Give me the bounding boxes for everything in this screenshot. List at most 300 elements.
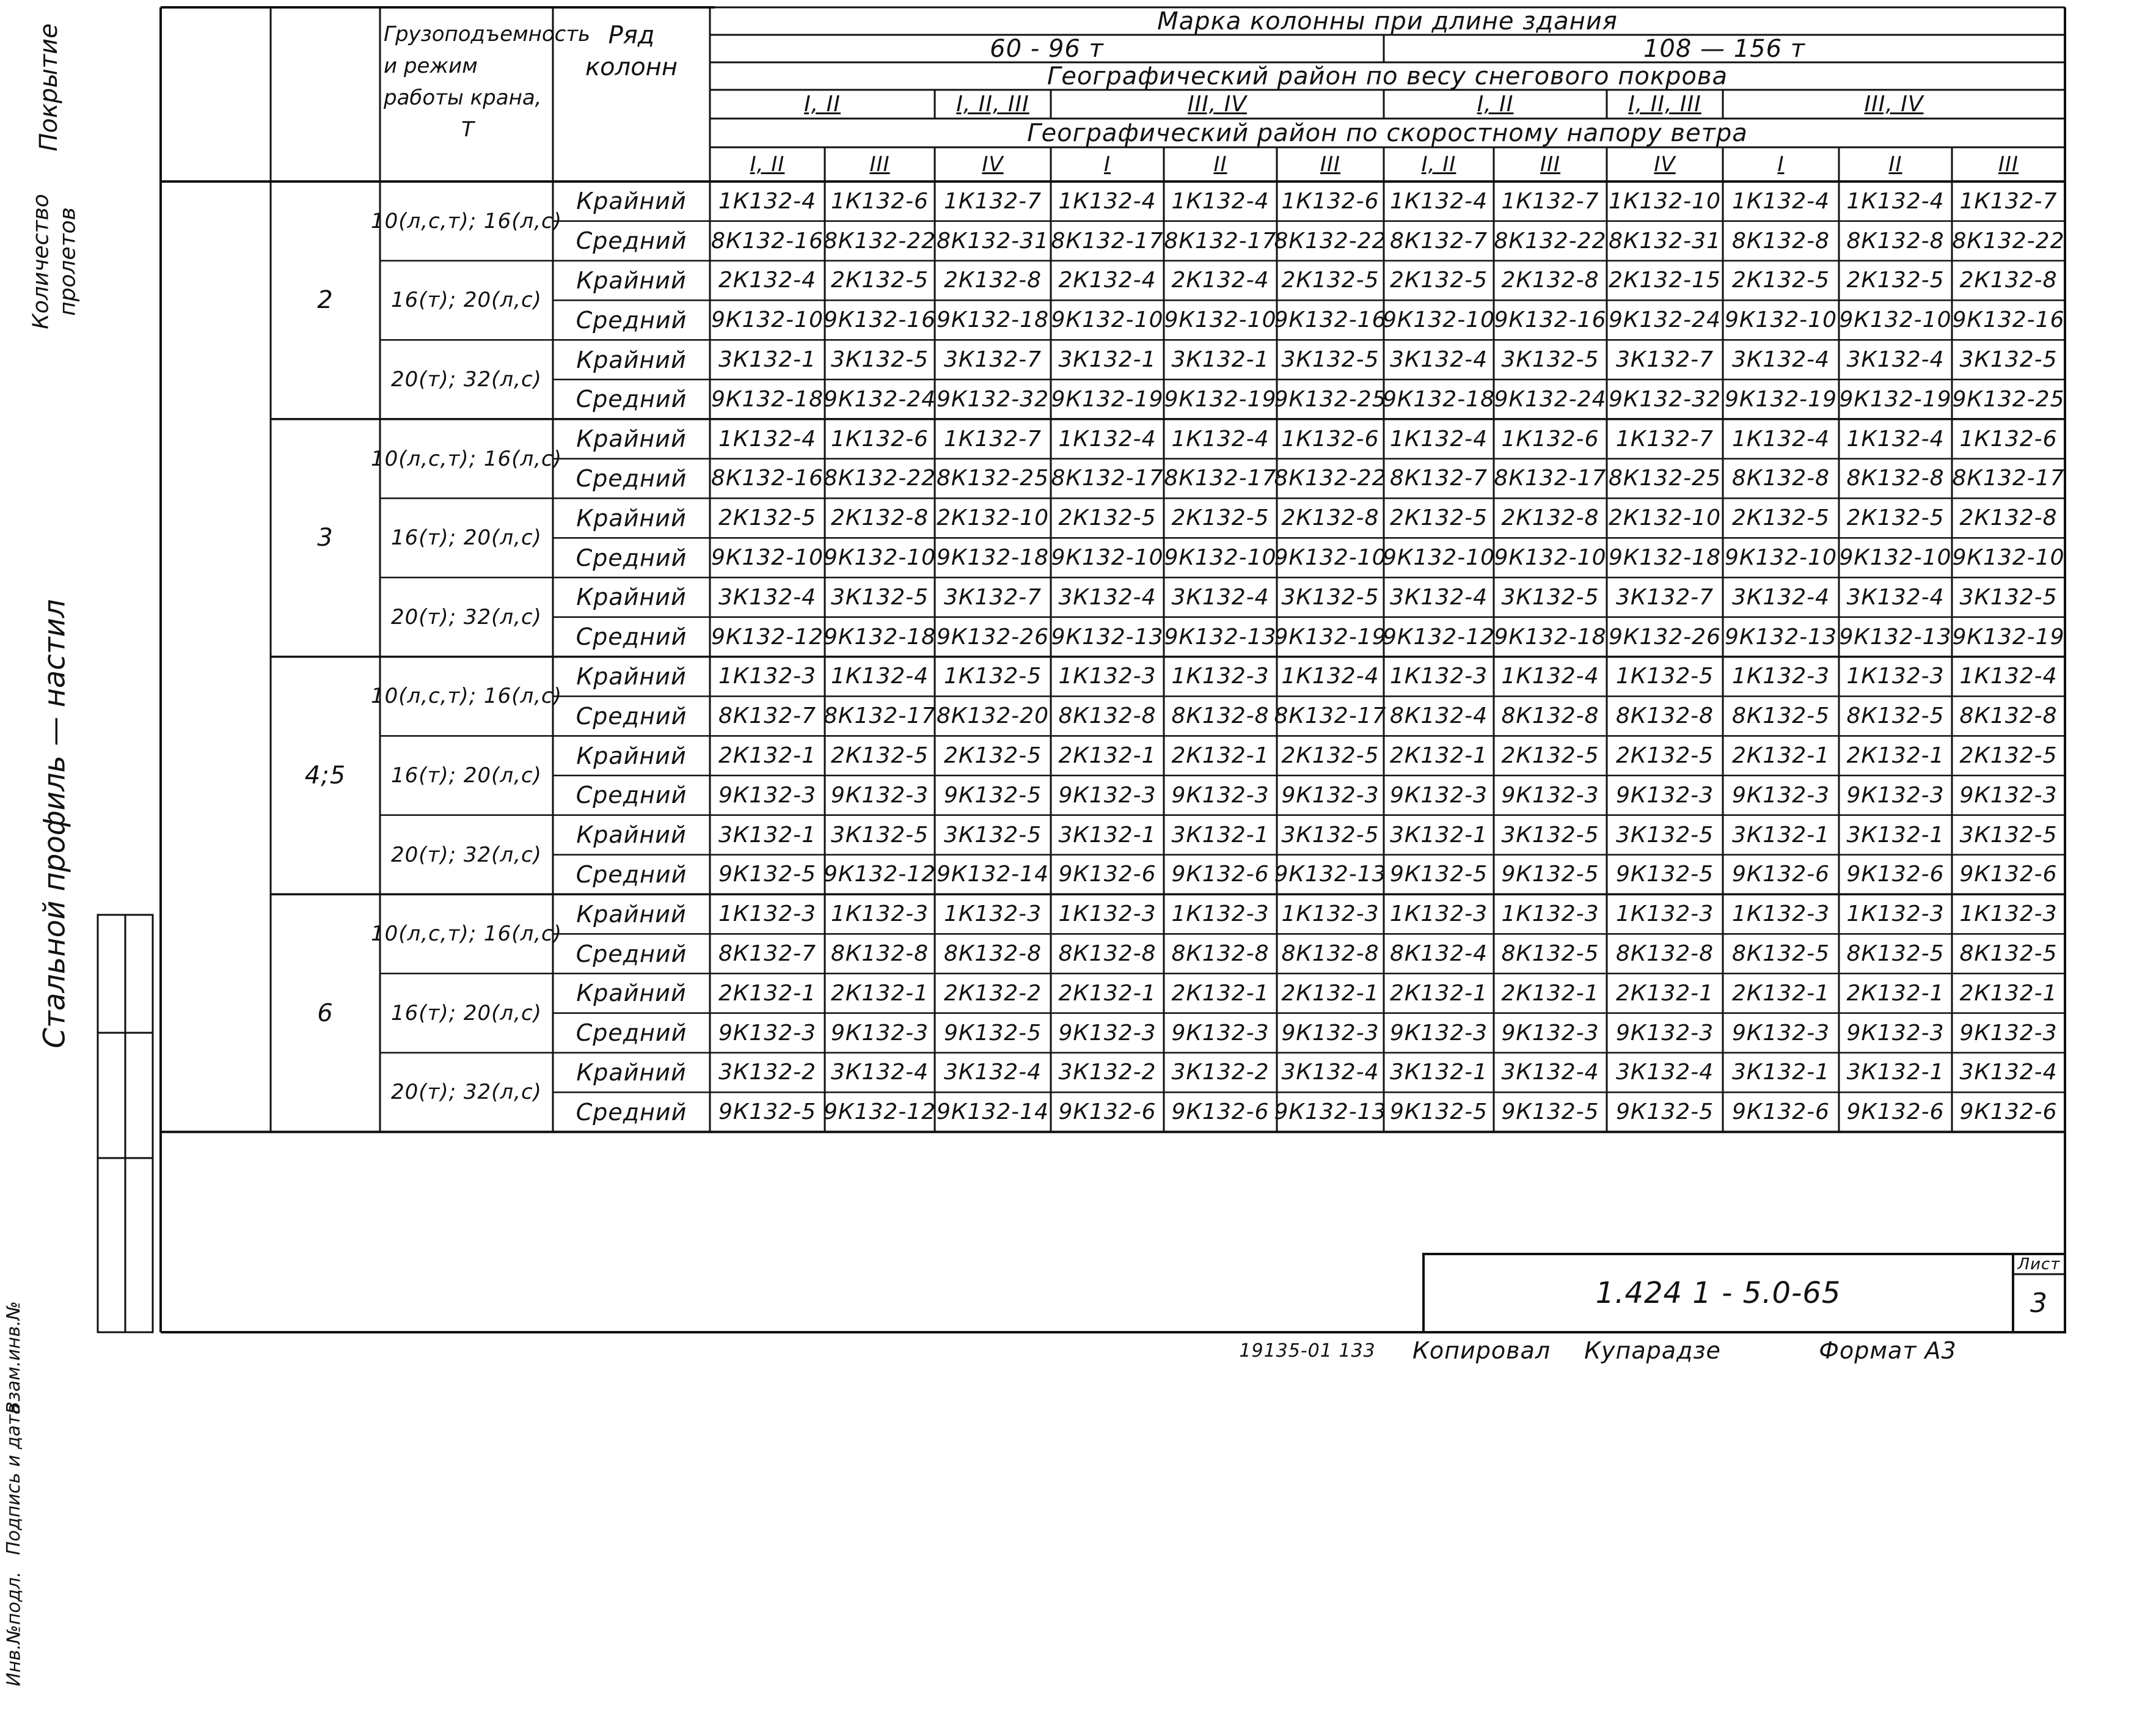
column-mark: 3К132-5 xyxy=(1615,822,1714,848)
column-mark: 9К132-3 xyxy=(1846,1020,1945,1046)
column-mark: 2К132-10 xyxy=(1609,505,1721,531)
column-mark: 1К132-3 xyxy=(1389,664,1488,689)
vzam-label xyxy=(0,1299,27,1417)
wind-region-4: I xyxy=(1103,152,1111,177)
column-mark: 2К132-5 xyxy=(718,505,817,531)
column-mark: 8К132-25 xyxy=(937,466,1049,491)
column-mark: 3К132-5 xyxy=(1959,584,2058,610)
wind-region-3: IV xyxy=(982,152,1004,177)
column-mark: 2К132-5 xyxy=(1731,268,1830,293)
column-mark: 2К132-5 xyxy=(943,743,1042,769)
column-mark: 2К132-1 xyxy=(1959,980,2058,1006)
column-mark: 2К132-8 xyxy=(1281,505,1379,531)
column-mark: 2К132-5 xyxy=(1959,743,2058,769)
column-mark: 9К132-18 xyxy=(1383,386,1495,412)
column-mark: 9К132-16 xyxy=(1274,307,1387,333)
column-mark: 3К132-5 xyxy=(1501,584,1599,610)
column-mark: 9К132-5 xyxy=(943,1020,1042,1046)
column-mark: 1К132-3 xyxy=(1389,901,1488,927)
row-type: Крайний xyxy=(576,266,687,294)
column-mark: 8К132-8 xyxy=(1731,466,1830,491)
column-mark: 3К132-2 xyxy=(1058,1060,1157,1085)
column-mark: 8К132-22 xyxy=(1952,228,2065,254)
column-mark: 8К132-22 xyxy=(1274,228,1387,254)
column-mark: 8К132-8 xyxy=(1171,703,1270,729)
column-mark: 9К132-3 xyxy=(1501,1020,1599,1046)
spans-count: 6 xyxy=(317,999,334,1027)
column-mark: 9К132-10 xyxy=(1051,545,1164,571)
column-mark: 3К132-4 xyxy=(1501,1060,1599,1085)
row-type: Крайний xyxy=(576,742,687,769)
column-mark: 9К132-3 xyxy=(830,1020,929,1046)
column-mark: 9К132-25 xyxy=(1274,386,1387,412)
column-mark: 9К132-12 xyxy=(711,624,824,650)
column-mark: 9К132-3 xyxy=(1389,1020,1488,1046)
copied-label: Копировал xyxy=(1412,1337,1551,1364)
wind-region-8: III xyxy=(1540,152,1561,177)
crane-capacity: 16(т); 20(л,с) xyxy=(391,763,542,788)
row-type: Средний xyxy=(576,386,687,413)
column-mark: 1К132-6 xyxy=(1501,426,1599,452)
column-mark: 8К132-16 xyxy=(711,466,824,491)
inventory-label-text: Инв.№подл. xyxy=(3,1571,24,1687)
column-mark: 3К132-7 xyxy=(1615,584,1714,610)
column-mark: 3К132-5 xyxy=(1281,347,1379,373)
column-mark: 8К132-31 xyxy=(1609,228,1721,254)
length-108-156: 108 — 156 т xyxy=(1643,34,1806,63)
column-mark: 9К132-3 xyxy=(1615,1020,1714,1046)
column-mark: 9К132-3 xyxy=(1959,782,2058,808)
column-mark: 1К132-7 xyxy=(1501,188,1599,214)
column-mark: 9К132-3 xyxy=(1731,1020,1830,1046)
column-mark: 9К132-26 xyxy=(937,624,1049,650)
column-mark: 9К132-10 xyxy=(1725,545,1837,571)
column-mark: 8К132-17 xyxy=(824,703,936,729)
column-mark: 1К132-6 xyxy=(1281,188,1379,214)
column-mark: 1К132-4 xyxy=(1281,664,1379,689)
column-mark: 2К132-1 xyxy=(830,980,929,1006)
row-type: Крайний xyxy=(576,662,687,690)
column-mark: 8К132-16 xyxy=(711,228,824,254)
column-mark: 9К132-12 xyxy=(1383,624,1495,650)
column-mark: 9К132-3 xyxy=(830,782,929,808)
column-mark: 9К132-3 xyxy=(1501,782,1599,808)
spans-header-line-1: Количество xyxy=(28,193,54,329)
column-mark: 3К132-1 xyxy=(1731,822,1830,848)
column-mark: 2К132-8 xyxy=(1959,268,2058,293)
column-mark: 9К132-6 xyxy=(1731,1099,1830,1125)
sheet-label: Лист xyxy=(2017,1255,2061,1274)
column-mark: 3К132-4 xyxy=(1731,347,1830,373)
snow-region-2: I, II, III xyxy=(956,92,1029,117)
column-mark: 2К132-10 xyxy=(937,505,1049,531)
column-mark: 8К132-22 xyxy=(1494,228,1607,254)
row-header xyxy=(553,20,710,83)
column-mark: 3К132-4 xyxy=(1281,1060,1379,1085)
column-mark: 2К132-1 xyxy=(1501,980,1599,1006)
column-mark: 2К132-5 xyxy=(1281,743,1379,769)
column-mark: 8К132-8 xyxy=(1846,466,1945,491)
length-60-96: 60 - 96 т xyxy=(990,34,1104,63)
column-mark: 3К132-5 xyxy=(1501,347,1599,373)
order-number: 19135-01 133 xyxy=(1239,1340,1376,1362)
format-label: Формат А3 xyxy=(1819,1337,1957,1364)
row-type: Крайний xyxy=(576,821,687,849)
column-mark: 9К132-18 xyxy=(1494,624,1607,650)
crane-header-line-1: Грузоподъемность xyxy=(384,22,591,46)
column-mark: 9К132-18 xyxy=(1609,545,1721,571)
column-mark: 3К132-4 xyxy=(1846,584,1945,610)
column-mark: 1К132-7 xyxy=(1959,188,2058,214)
column-mark: 9К132-10 xyxy=(1164,545,1277,571)
column-mark: 9К132-10 xyxy=(711,545,824,571)
column-mark: 3К132-7 xyxy=(1615,347,1714,373)
column-mark: 9К132-12 xyxy=(824,862,936,887)
column-mark: 9К132-14 xyxy=(937,862,1049,887)
column-mark: 9К132-10 xyxy=(1839,307,1952,333)
column-mark: 9К132-10 xyxy=(824,545,936,571)
vzam-label-text: Взам.инв.№ xyxy=(3,1301,24,1414)
wind-region-9: IV xyxy=(1654,152,1676,177)
column-mark: 8К132-17 xyxy=(1051,466,1164,491)
column-mark: 2К132-1 xyxy=(1171,980,1270,1006)
column-mark: 1К132-4 xyxy=(1389,188,1488,214)
spans-header-line-2: пролетов xyxy=(55,207,81,316)
spans-count: 2 xyxy=(317,286,334,315)
column-mark: 1К132-4 xyxy=(1058,426,1157,452)
column-mark: 8К132-8 xyxy=(1058,703,1157,729)
column-mark: 9К132-13 xyxy=(1051,624,1164,650)
column-mark: 9К132-24 xyxy=(1609,307,1721,333)
row-type: Средний xyxy=(576,860,687,888)
column-mark: 9К132-25 xyxy=(1952,386,2065,412)
column-mark: 9К132-6 xyxy=(1846,862,1945,887)
snow-region-5: I, II, III xyxy=(1628,92,1701,117)
column-mark: 9К132-19 xyxy=(1274,624,1387,650)
column-mark: 9К132-5 xyxy=(718,862,817,887)
column-mark: 9К132-19 xyxy=(1839,386,1952,412)
signature-label xyxy=(0,1403,27,1555)
wind-region-5: II xyxy=(1213,152,1227,177)
column-mark: 8К132-8 xyxy=(1501,703,1599,729)
column-mark: 3К132-1 xyxy=(1389,1060,1488,1085)
row-type: Средний xyxy=(576,940,687,967)
column-mark: 2К132-8 xyxy=(1501,268,1599,293)
column-mark: 3К132-1 xyxy=(718,822,817,848)
row-type: Крайний xyxy=(576,1058,687,1086)
row-type: Средний xyxy=(576,464,687,492)
snow-region-1: I, II xyxy=(804,92,841,117)
cover-header-label: Покрытие xyxy=(35,23,63,152)
column-mark: 1К132-4 xyxy=(1731,188,1830,214)
column-mark: 9К132-26 xyxy=(1609,624,1721,650)
snow-region-6: III, IV xyxy=(1864,92,1924,117)
column-mark: 8К132-5 xyxy=(1846,941,1945,967)
column-mark: 8К132-5 xyxy=(1501,941,1599,967)
column-mark: 9К132-18 xyxy=(937,307,1049,333)
signature-label-text: Подпись и дата xyxy=(3,1403,24,1555)
column-mark: 9К132-32 xyxy=(937,386,1049,412)
crane-header xyxy=(384,18,591,145)
column-mark: 9К132-13 xyxy=(1164,624,1277,650)
column-mark: 2К132-1 xyxy=(1281,980,1379,1006)
column-mark: 8К132-17 xyxy=(1051,228,1164,254)
column-mark: 1К132-6 xyxy=(830,188,929,214)
column-mark: 1К132-4 xyxy=(1501,664,1599,689)
column-mark: 3К132-5 xyxy=(1281,822,1379,848)
drawing-code: 1.424 1 - 5.0-65 xyxy=(1595,1276,1841,1310)
column-mark: 1К132-4 xyxy=(1058,188,1157,214)
row-type: Крайний xyxy=(576,425,687,453)
column-mark: 2К132-5 xyxy=(1501,743,1599,769)
column-mark: 9К132-13 xyxy=(1839,624,1952,650)
column-mark: 8К132-8 xyxy=(943,941,1042,967)
column-mark: 3К132-5 xyxy=(830,347,929,373)
column-mark: 2К132-5 xyxy=(1846,268,1945,293)
column-mark: 2К132-15 xyxy=(1609,268,1721,293)
column-mark: 3К132-4 xyxy=(1389,584,1488,610)
column-mark: 2К132-1 xyxy=(1846,980,1945,1006)
crane-capacity: 20(т); 32(л,с) xyxy=(391,1080,542,1105)
crane-capacity: 20(т); 32(л,с) xyxy=(391,367,542,392)
column-mark: 8К132-4 xyxy=(1389,703,1488,729)
column-mark: 2К132-5 xyxy=(1281,268,1379,293)
column-mark: 3К132-4 xyxy=(1731,584,1830,610)
wind-region-10: I xyxy=(1777,152,1785,177)
column-mark: 9К132-13 xyxy=(1274,1099,1387,1125)
column-mark: 1К132-3 xyxy=(1501,901,1599,927)
column-mark: 9К132-5 xyxy=(1615,1099,1714,1125)
row-type: Крайний xyxy=(576,980,687,1007)
crane-capacity: 10(л,с,т); 16(л,с) xyxy=(371,922,562,947)
column-mark: 2К132-1 xyxy=(1389,743,1488,769)
column-mark: 8К132-17 xyxy=(1274,703,1387,729)
column-mark: 9К132-10 xyxy=(711,307,824,333)
column-mark: 1К132-3 xyxy=(718,901,817,927)
column-mark: 9К132-3 xyxy=(1281,1020,1379,1046)
column-mark: 1К132-3 xyxy=(1058,901,1157,927)
row-type: Средний xyxy=(576,702,687,730)
column-mark: 9К132-5 xyxy=(718,1099,817,1125)
column-mark: 2К132-5 xyxy=(1058,505,1157,531)
column-mark: 1К132-4 xyxy=(1846,426,1945,452)
column-mark: 9К132-3 xyxy=(1058,782,1157,808)
column-mark: 9К132-6 xyxy=(1959,862,2058,887)
row-type: Крайний xyxy=(576,188,687,215)
column-mark: 8К132-5 xyxy=(1959,941,2058,967)
column-mark: 2К132-8 xyxy=(1959,505,2058,531)
column-mark: 3К132-5 xyxy=(1501,822,1599,848)
column-mark: 9К132-19 xyxy=(1725,386,1837,412)
column-mark: 3К132-4 xyxy=(1171,584,1270,610)
inventory-label xyxy=(0,1542,27,1716)
column-mark: 9К132-6 xyxy=(1171,1099,1270,1125)
column-mark: 2К132-4 xyxy=(1058,268,1157,293)
column-mark: 2К132-1 xyxy=(1615,980,1714,1006)
column-mark: 8К132-22 xyxy=(824,466,936,491)
sheet-number: 3 xyxy=(2030,1288,2048,1319)
column-mark: 1К132-10 xyxy=(1609,188,1721,214)
column-mark: 3К132-5 xyxy=(830,584,929,610)
column-mark: 9К132-18 xyxy=(824,624,936,650)
column-mark: 8К132-8 xyxy=(1959,703,2058,729)
column-mark: 9К132-19 xyxy=(1164,386,1277,412)
column-mark: 1К132-7 xyxy=(943,188,1042,214)
column-mark: 3К132-4 xyxy=(1615,1060,1714,1085)
row-type: Крайний xyxy=(576,346,687,373)
column-mark: 1К132-6 xyxy=(830,426,929,452)
row-type: Крайний xyxy=(576,900,687,928)
crane-capacity: 16(т); 20(л,с) xyxy=(391,288,542,313)
column-mark: 8К132-5 xyxy=(1731,703,1830,729)
column-mark: 8К132-5 xyxy=(1846,703,1945,729)
column-mark: 8К132-8 xyxy=(1615,941,1714,967)
roof-type-label: Стальной профиль — настил xyxy=(38,599,72,1049)
column-mark: 9К132-16 xyxy=(1494,307,1607,333)
column-mark: 9К132-16 xyxy=(1952,307,2065,333)
column-mark: 9К132-3 xyxy=(1615,782,1714,808)
column-mark: 1К132-3 xyxy=(1846,664,1945,689)
column-mark: 3К132-1 xyxy=(1846,1060,1945,1085)
column-mark: 9К132-12 xyxy=(824,1099,936,1125)
column-mark: 2К132-5 xyxy=(1171,505,1270,531)
crane-capacity: 16(т); 20(л,с) xyxy=(391,526,542,551)
column-mark: 9К132-5 xyxy=(1501,1099,1599,1125)
column-mark: 3К132-4 xyxy=(1389,347,1488,373)
column-mark: 3К132-2 xyxy=(1171,1060,1270,1085)
snow-region-4: I, II xyxy=(1477,92,1514,117)
column-mark: 8К132-20 xyxy=(937,703,1049,729)
crane-header-line-4: Т xyxy=(461,117,474,142)
column-mark: 9К132-16 xyxy=(824,307,936,333)
column-mark: 1К132-3 xyxy=(1846,901,1945,927)
column-mark: 8К132-7 xyxy=(718,941,817,967)
snow-region-3: III, IV xyxy=(1188,92,1247,117)
column-mark: 1К132-6 xyxy=(1281,426,1379,452)
column-mark: 9К132-13 xyxy=(1725,624,1837,650)
wind-region-1: I, II xyxy=(750,152,785,177)
column-mark: 8К132-17 xyxy=(1164,228,1277,254)
column-mark: 8К132-8 xyxy=(1281,941,1379,967)
crane-capacity: 10(л,с,т); 16(л,с) xyxy=(371,446,562,471)
column-mark: 3К132-1 xyxy=(1846,822,1945,848)
column-mark: 1К132-3 xyxy=(830,901,929,927)
row-header-line-1: Ряд xyxy=(608,21,655,50)
column-mark: 2К132-1 xyxy=(1389,980,1488,1006)
column-mark: 8К132-22 xyxy=(824,228,936,254)
column-mark: 3К132-5 xyxy=(1959,347,2058,373)
column-mark: 2К132-5 xyxy=(1389,505,1488,531)
column-mark: 3К132-1 xyxy=(718,347,817,373)
crane-capacity: 16(т); 20(л,с) xyxy=(391,1000,542,1025)
column-mark: 3К132-4 xyxy=(943,1060,1042,1085)
column-mark: 2К132-5 xyxy=(830,268,929,293)
column-mark: 1К132-4 xyxy=(1846,188,1945,214)
column-mark: 3К132-1 xyxy=(1731,1060,1830,1085)
column-mark: 9К132-5 xyxy=(943,782,1042,808)
column-mark: 8К132-17 xyxy=(1494,466,1607,491)
column-mark: 8К132-8 xyxy=(830,941,929,967)
column-mark: 9К132-3 xyxy=(1281,782,1379,808)
row-type: Средний xyxy=(576,623,687,651)
column-mark: 1К132-4 xyxy=(1731,426,1830,452)
column-mark: 9К132-18 xyxy=(937,545,1049,571)
column-mark: 8К132-25 xyxy=(1609,466,1721,491)
column-mark: 2К132-4 xyxy=(718,268,817,293)
column-mark: 8К132-8 xyxy=(1846,228,1945,254)
column-mark: 8К132-7 xyxy=(1389,466,1488,491)
copied-name: Купарадзе xyxy=(1584,1337,1721,1364)
column-mark: 3К132-1 xyxy=(1389,822,1488,848)
column-mark: 1К132-3 xyxy=(1731,901,1830,927)
column-mark: 9К132-3 xyxy=(1171,782,1270,808)
column-mark: 8К132-8 xyxy=(1058,941,1157,967)
wind-region-11: II xyxy=(1888,152,1902,177)
column-mark: 2К132-5 xyxy=(1846,505,1945,531)
column-mark: 2К132-8 xyxy=(943,268,1042,293)
column-mark: 8К132-7 xyxy=(718,703,817,729)
column-mark: 9К132-5 xyxy=(1389,1099,1488,1125)
column-mark: 2К132-1 xyxy=(1058,743,1157,769)
column-mark: 2К132-1 xyxy=(1058,980,1157,1006)
column-mark: 3К132-4 xyxy=(830,1060,929,1085)
column-mark: 9К132-10 xyxy=(1274,545,1387,571)
column-mark: 9К132-32 xyxy=(1609,386,1721,412)
column-mark: 1К132-4 xyxy=(1389,426,1488,452)
column-mark: 9К132-6 xyxy=(1058,862,1157,887)
column-mark: 1К132-5 xyxy=(1615,664,1714,689)
snow-region-title: Географический район по весу снегового покрова xyxy=(1047,62,1728,90)
column-mark: 2К132-4 xyxy=(1171,268,1270,293)
column-mark: 2К132-1 xyxy=(1731,743,1830,769)
column-mark: 3К132-4 xyxy=(718,584,817,610)
column-mark: 9К132-3 xyxy=(1731,782,1830,808)
column-mark: 9К132-18 xyxy=(711,386,824,412)
column-mark: 8К132-5 xyxy=(1731,941,1830,967)
crane-header-line-3: работы крана, xyxy=(384,86,542,110)
column-mark: 9К132-6 xyxy=(1171,862,1270,887)
column-mark: 3К132-7 xyxy=(943,584,1042,610)
column-mark: 9К132-10 xyxy=(1839,545,1952,571)
column-mark: 9К132-10 xyxy=(1725,307,1837,333)
column-mark: 3К132-4 xyxy=(1846,347,1945,373)
column-mark: 3К132-4 xyxy=(1058,584,1157,610)
column-mark: 1К132-4 xyxy=(830,664,929,689)
row-type: Средний xyxy=(576,227,687,255)
column-mark: 9К132-5 xyxy=(1501,862,1599,887)
column-mark: 3К132-5 xyxy=(1959,822,2058,848)
column-mark: 1К132-3 xyxy=(1058,664,1157,689)
spans-header-label xyxy=(28,194,82,329)
column-mark: 1К132-4 xyxy=(1171,426,1270,452)
row-type: Средний xyxy=(576,1098,687,1126)
column-mark: 9К132-3 xyxy=(1389,782,1488,808)
column-mark: 8К132-17 xyxy=(1952,466,2065,491)
column-mark: 1К132-4 xyxy=(1959,664,2058,689)
column-mark: 9К132-3 xyxy=(1171,1020,1270,1046)
column-mark: 1К132-3 xyxy=(1615,901,1714,927)
crane-capacity: 10(л,с,т); 16(л,с) xyxy=(371,208,562,233)
column-mark: 9К132-10 xyxy=(1494,545,1607,571)
column-mark: 9К132-3 xyxy=(718,782,817,808)
wind-region-2: III xyxy=(869,152,890,177)
column-mark: 1К132-3 xyxy=(1171,664,1270,689)
column-mark: 8К132-22 xyxy=(1274,466,1387,491)
column-mark: 8К132-8 xyxy=(1731,228,1830,254)
column-mark: 9К132-6 xyxy=(1959,1099,2058,1125)
column-mark: 8К132-17 xyxy=(1164,466,1277,491)
column-mark: 9К132-3 xyxy=(718,1020,817,1046)
